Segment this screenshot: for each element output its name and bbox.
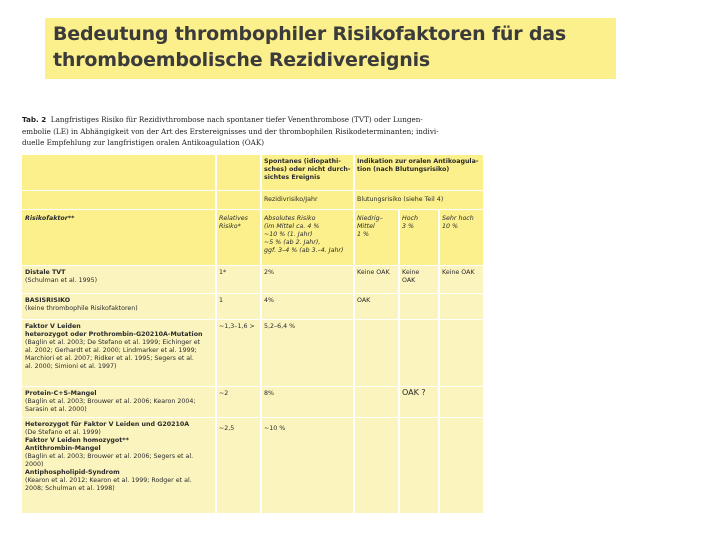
row-4-factor-4: (Baglin et al. 2003; Brouwer et al. 2006; Segers et al. [25,453,194,460]
col-absolutes-1: Absolutes Risiko [264,215,316,222]
col-niedrig-3: 1 % [357,231,369,238]
row-4-factor-1: (De Stefano et al. 1999) [25,429,101,436]
row-4-rr: ~2,5 [219,425,235,432]
col-niedrig-2: Mittel [357,223,375,230]
row-1-abs: 4% [264,297,274,304]
col-risikofaktor: Risikofaktor** [25,215,75,222]
row-divider [22,386,483,387]
row-2-abs: 5,2–6,4 % [264,323,296,330]
row-0-factor-1: (Schulman et al. 1995) [25,277,98,284]
row-2-factor-3: al. 2002; Gerhardt et al. 2000; Lindmarker et al. 1999; [25,347,197,354]
row-0-hoch-0: Keine [402,269,420,276]
col-absolutes-2: (im Mittel ca. 4 % [264,223,320,230]
risk-table [22,155,483,513]
row-3-abs: 8% [264,390,274,397]
col-divider [398,210,400,513]
row-3-niedrig: OAK ? [402,388,426,397]
caption-line-3: duelle Empfehlung zur langfristigen oralen Antikoagulation (OAK) [22,138,265,147]
row-divider [22,293,483,294]
group-indikation-line-2: tion (nach Blutungsrisiko) [357,166,450,173]
group-spontan-line-2: sches) oder nicht durch- [264,166,351,173]
group-spontan-line-1: Spontanes (idiopathi- [264,158,341,165]
row-4-factor-3: Antithrombin-Mangel [25,445,101,452]
row-3-rr: ~2 [219,390,229,397]
row-1-factor-0: BASISRISIKO [25,297,71,304]
row-4-factor-7: (Kearon et al. 2012; Kearon et al. 1999; Rodger et al. [25,477,192,484]
table-caption [22,114,492,149]
row-0-sehrhoch: Keine OAK [442,269,475,276]
col-hoch-2: 3 % [402,223,414,230]
row-divider [22,417,483,418]
caption-line-1: Langfristiges Risiko für Rezidivthrombose nach spontaner tiefer Venenthrombose (TVT) oder Lungen- [50,115,423,124]
col-absolutes-3: ~10 % (1. Jahr) [264,231,313,238]
row-2-factor-0: Faktor V Leiden [25,323,81,330]
row-divider [22,265,483,266]
col-absolutes-4: ~5 % (ab 2. Jahr), [264,239,321,246]
col-sehrhoch-1: Sehr hoch [442,215,474,222]
row-2-factor-1: heterozygot oder Prothrombin-G20210A-Mutation [25,331,203,338]
row-divider [22,209,483,210]
row-1-rr: 1 [219,297,224,304]
col-niedrig-1: Niedrig– [357,215,383,222]
group-indikation-line-1: Indikation zur oralen Antikoagula- [357,158,479,165]
group-spontan-line-3: sichtes Ereignis [264,174,321,181]
row-divider [22,190,483,191]
page-title-line-1: Bedeutung thrombophiler Risikofaktoren für das [53,23,566,45]
row-4-factor-0: Heterozygot für Faktor V Leiden und G20210A [25,421,190,428]
caption-line-2: embolie (LE) in Abhängigkeit von der Art des Erstereignisses und der thrombophilen Risikodeterminanten; indivi- [22,126,439,136]
sub-blutung: Blutungsrisiko (siehe Teil 4) [357,196,444,203]
row-divider [22,319,483,320]
col-hoch-1: Hoch [402,215,419,222]
row-2-rr: ~1,3–1,6 > [219,323,255,330]
row-0-factor-0: Distale TVT [25,269,66,276]
row-3-factor-2: Sarasin et al. 2000) [25,406,87,413]
row-4-factor-6: Antiphospholipid-Syndrom [25,469,120,476]
col-divider [438,210,440,513]
row-4-factor-2: Faktor V Leiden homozygot** [25,437,129,444]
row-3-factor-0: Protein-C+S-Mangel [25,390,97,397]
col-relatives-2: Risiko* [219,223,241,230]
col-absolutes-5: ggf. 3–4 % (ab 3.–4. Jahr) [264,247,344,254]
row-3-factor-1: (Baglin et al. 2003; Brouwer et al. 2006; Kearon 2004; [25,398,196,405]
row-2-factor-5: al. 2000; Simioni et al. 1997) [25,363,117,370]
row-1-niedrig: OAK [357,297,371,304]
row-4-factor-5: 2000) [25,461,44,468]
caption-label: Tab. 2 [22,115,47,124]
col-relatives-1: Relatives [219,215,248,222]
row-0-abs: 2% [264,269,274,276]
page-title-line-2: thromboembolische Rezidivereignis [53,49,431,71]
row-0-hoch-1: OAK [402,277,416,284]
sub-rezidiv: Rezidivrisiko/Jahr [264,196,318,203]
row-4-factor-8: 2008; Schulman et al. 1998) [25,485,115,492]
row-0-rr: 1* [219,269,227,276]
col-sehrhoch-2: 10 % [442,223,458,230]
title-box [45,18,616,79]
row-2-factor-4: Marchiori et al. 2007; Ridker et al. 1995; Segers et al. [25,355,194,362]
row-4-abs: ~10 % [264,425,286,432]
row-1-factor-1: (keine thrombophile Risikofaktoren) [25,305,138,312]
row-0-niedrig: Keine OAK [357,269,390,276]
row-2-factor-2: (Baglin et al. 2003; De Stefano et al. 1999; Eichinger et [25,339,201,346]
